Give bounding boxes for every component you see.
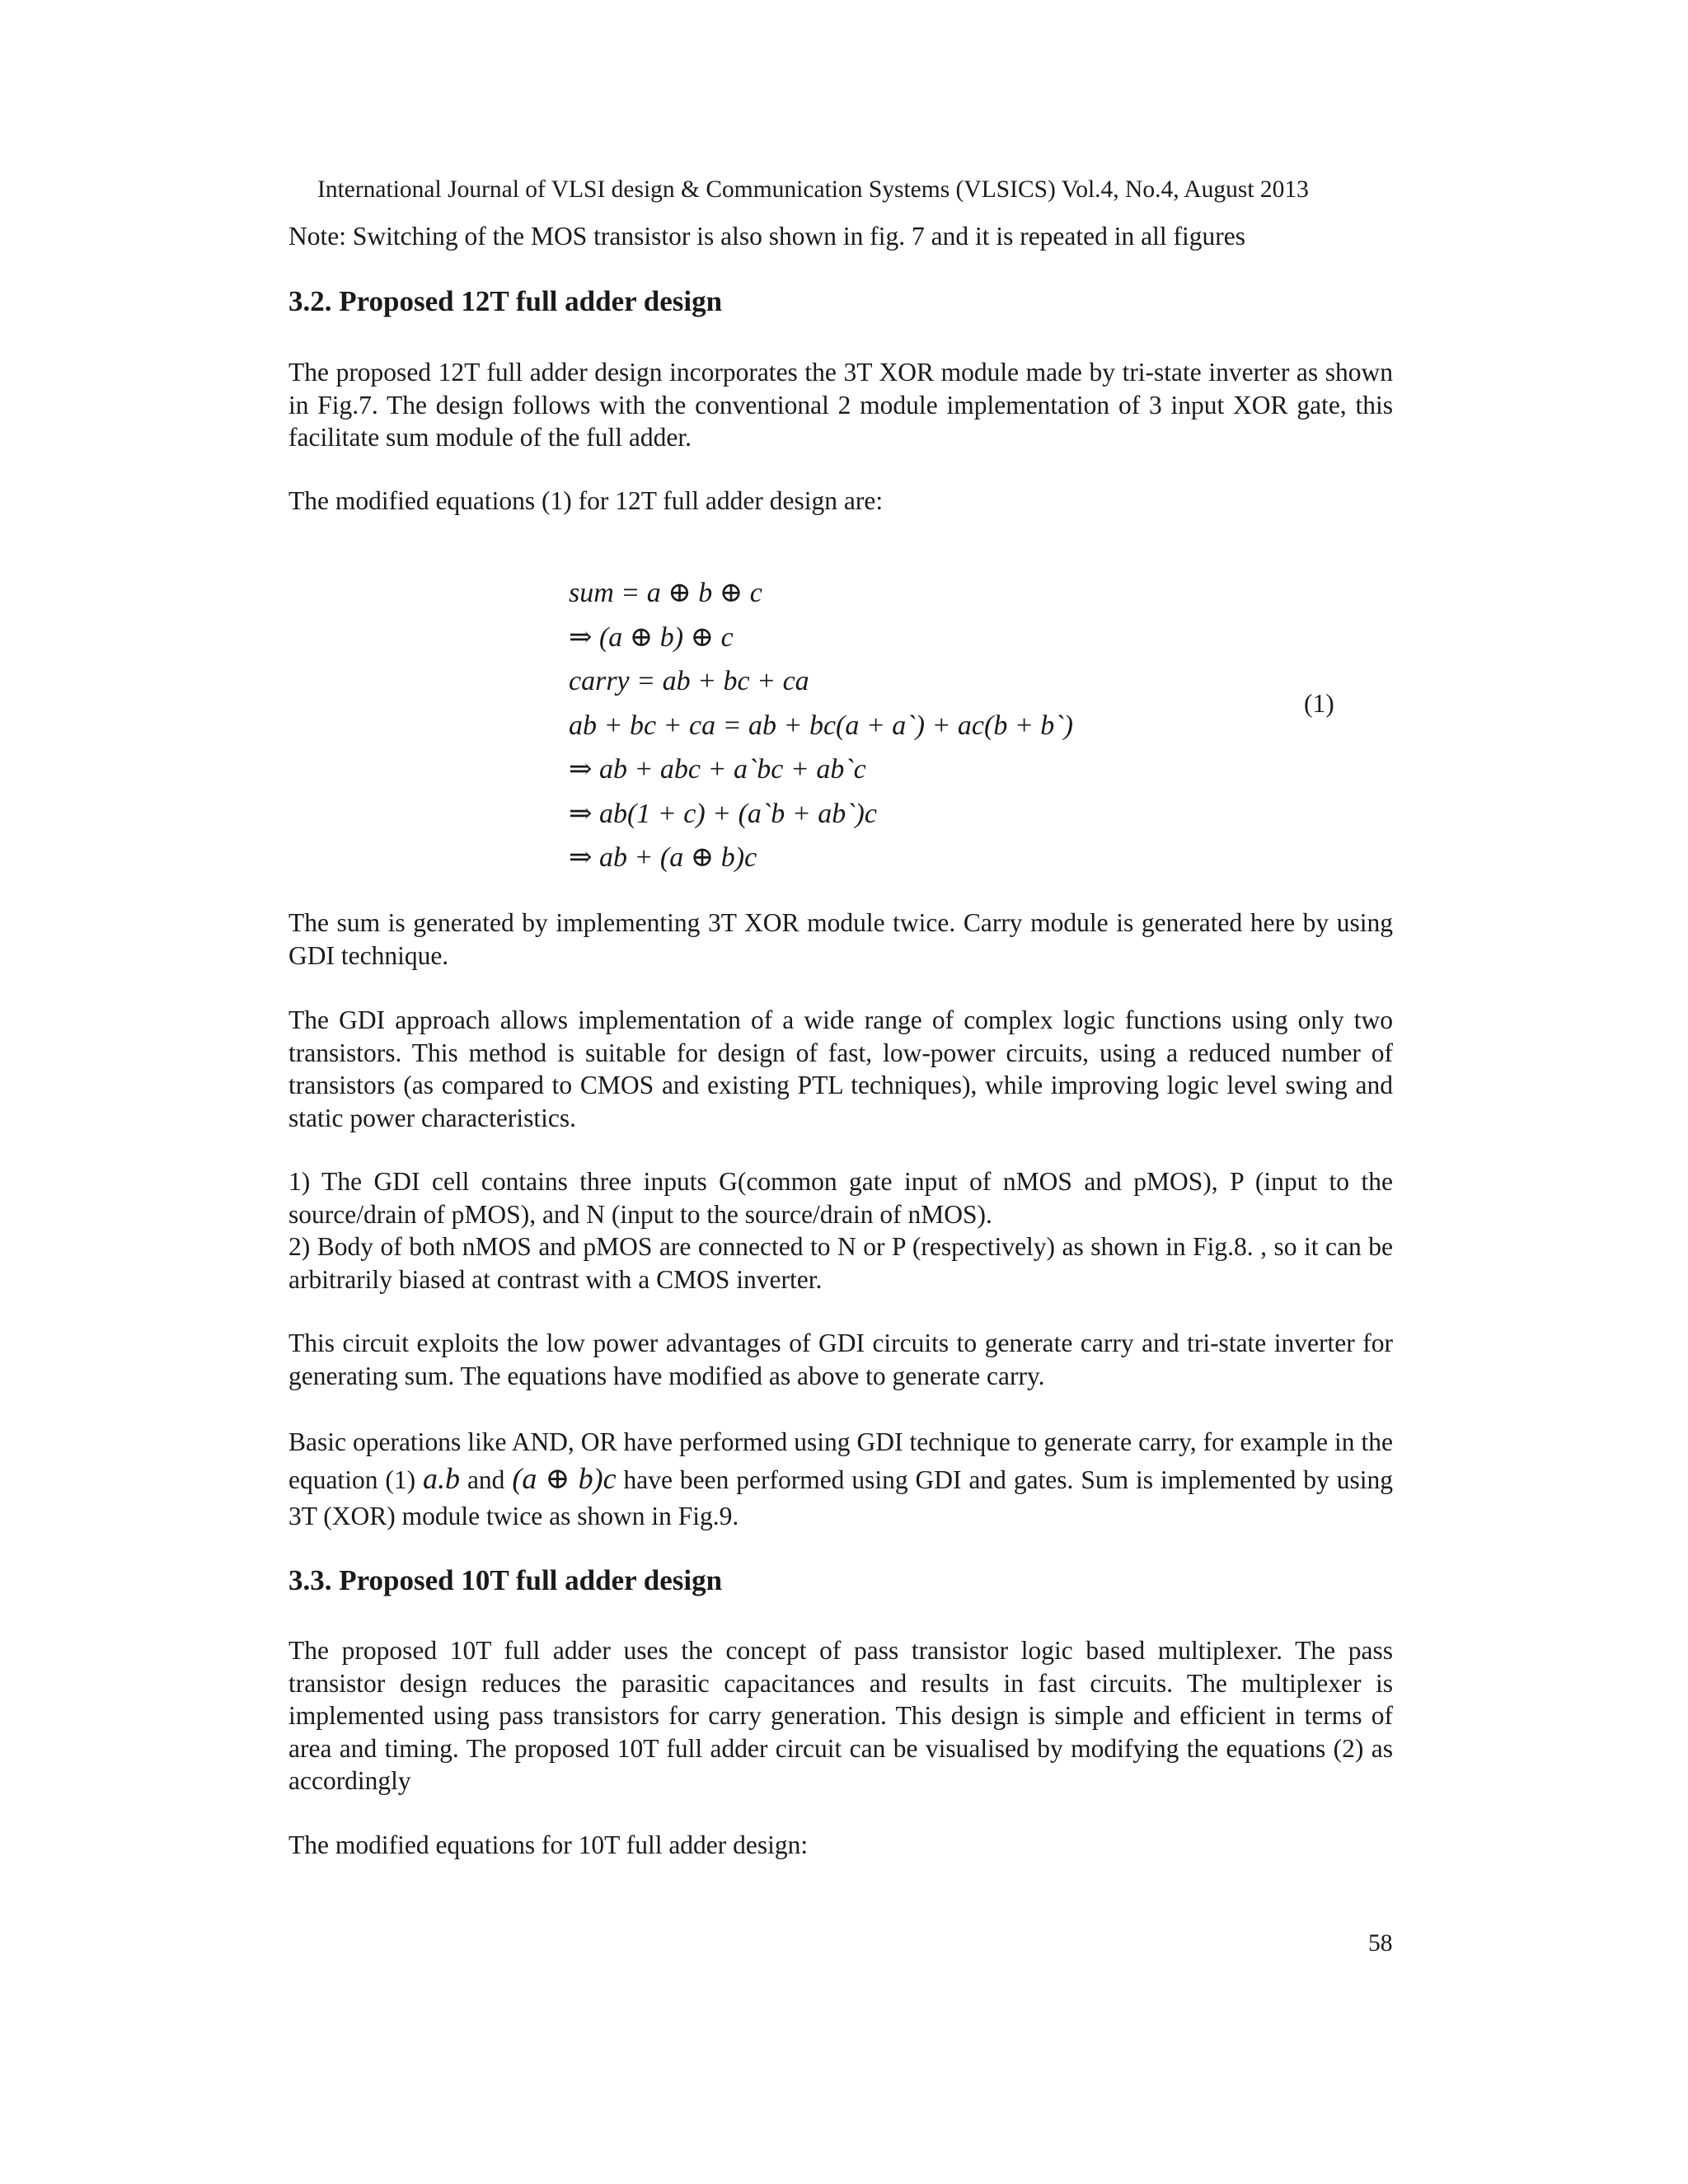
section-heading-3-3: 3.3. Proposed 10T full adder design: [288, 1564, 723, 1596]
page-number: 58: [1368, 1930, 1393, 1957]
paragraph-10t-equations: The modified equations for 10T full adder design:: [288, 1830, 809, 1859]
paragraph-low-power: This circuit exploits the low power advantages of GDI circuits to generate carry and tri-state inverter for generating sum. The equations have modified as above to generate carry.: [288, 1329, 1393, 1390]
paragraph-modified-equations: The modified equations (1) for 12T full adder design are:: [288, 486, 884, 515]
section-heading-3-2: 3.2. Proposed 12T full adder design: [288, 285, 723, 317]
paragraph-basic-operations: [288, 1424, 1393, 1535]
inline-math-xor-c: (a ⊕ b)c: [512, 1462, 617, 1495]
equation-line: ab + bc + ca = ab + bc(a + a`) + ac(b + b`): [569, 710, 1073, 741]
paragraph-12t-intro: The proposed 12T full adder design incorporates the 3T XOR module made by tri-state inverter as shown in Fig.7. The design follows with the conventional 2 module implementation of 3 input XOR gate, this facilitate sum module of the full adder.: [288, 358, 1393, 452]
note-line: Note: Switching of the MOS transistor is also shown in fig. 7 and it is repeated in all figures: [288, 222, 1245, 251]
equation-line: sum = a ⊕ b ⊕ c: [569, 578, 762, 608]
paragraph-10t-intro: The proposed 10T full adder uses the concept of pass transistor logic based multiplexer. The pass transistor design reduces the parasitic capacitances and results in fast circuits. The multiplexer is implemented using pass transistors for carry generation. This design is simple and efficient in terms of area and timing. The proposed 10T full adder circuit can be visualised by modifying the equations (2) as accordingly: [288, 1636, 1393, 1795]
equation-line: carry = ab + bc + ca: [569, 666, 809, 696]
paragraph-sum-generation: The sum is generated by implementing 3T XOR module twice. Carry module is generated here by using GDI technique.: [288, 908, 1393, 970]
paragraph-gdi-approach: The GDI approach allows implementation of a wide range of complex logic functions using only two transistors. This method is suitable for design of fast, low-power circuits, using a reduced number of transistors (as compared to CMOS and existing PTL techniques), while improving logic level swing and static power characteristics.: [288, 1005, 1393, 1132]
text-run: Basic operations like AND, OR have performed using GDI technique to generate carry, for example in the equation (1): [288, 1427, 1393, 1494]
text-run: have been performed using GDI and gates. Sum is implemented by using 3T (XOR) module twice as shown in Fig.9.: [288, 1465, 1393, 1530]
equation-block-1: [569, 571, 1162, 880]
equation-line: ⇒ ab + (a ⊕ b)c: [569, 842, 757, 873]
inline-math-ab: a.b: [423, 1462, 461, 1495]
equation-number: (1): [1304, 689, 1334, 718]
equation-line: ⇒ ab + abc + a`bc + ab`c: [569, 754, 866, 785]
equation-line: ⇒ (a ⊕ b) ⊕ c: [569, 621, 734, 653]
equation-line: ⇒ ab(1 + c) + (a`b + ab`)c: [569, 798, 877, 829]
running-header: International Journal of VLSI design & Communication Systems (VLSICS) Vol.4, No.4, August 2013: [317, 176, 1309, 203]
list-item-gdi-inputs: 1) The GDI cell contains three inputs G(common gate input of nMOS and pMOS), P (input to the source/drain of pMOS), and N (input to the source/drain of nMOS).: [288, 1167, 1393, 1229]
text-run: and: [460, 1465, 513, 1494]
list-item-gdi-body: 2) Body of both nMOS and pMOS are connected to N or P (respectively) as shown in Fig.8. , so it can be arbitrarily biased at contrast with a CMOS inverter.: [288, 1232, 1393, 1294]
